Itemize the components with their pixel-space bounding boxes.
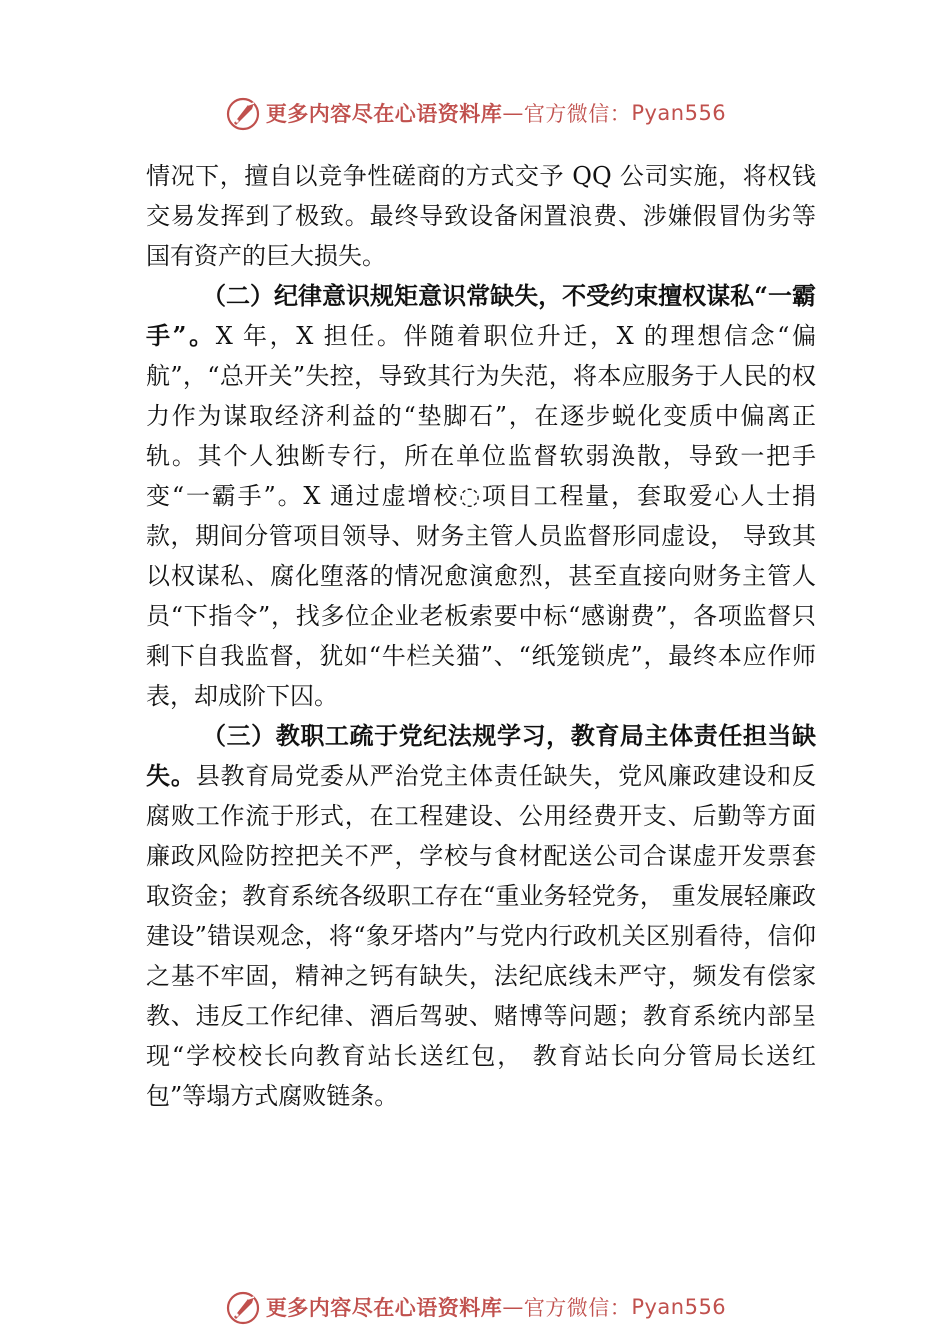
banner-separator: — xyxy=(502,1295,524,1319)
section-3-body: 县教育局党委从严治党主体责任缺失，党风廉政建设和反腐败工作流于形式，在工程建设、公用经费开支、后勤等方面廉政风险防控把关不严，学校与食材配送公司合谋虚开发票套取资金；教育系统各级职工存在“重业务轻党务， 重发展轻廉政建设”错误观念，将“象牙塔内”与党内行政机关区别看待，信仰之基不牢固，精神之钙有缺失，法纪底线未严守，频发有偿家教、违反工作纪律、酒后驾驶、赌博等问题；教育系统内部呈现“学校校长向教育站长送红包， 教育站长向分管局长送红包”等塌方式腐败链条。 xyxy=(146,762,817,1110)
section-2-heading: （二）纪律意识规矩意识常缺失，不受约束擅权谋私“一霸手”。 xyxy=(146,281,816,350)
banner-brand-text: 更多内容尽在心语资料库 xyxy=(265,1296,503,1320)
banner-separator: — xyxy=(502,101,524,125)
pen-nib-logo-icon xyxy=(224,1287,264,1327)
document-body xyxy=(146,156,816,1116)
section-3-heading: （三）教职工疏于党纪法规学习，教育局主体责任担当缺失。 xyxy=(146,721,816,790)
banner-official-label: 官方微信： xyxy=(523,102,632,126)
section-2-body: X 年，X 担任。伴随着职位升迁，X 的理想信念“偏航”，“总开关”失控，导致其行为失范，将本应服务于人民的权力作为谋取经济利益的“垫脚石”，在逐步蜕化变质中偏离正轨。其个人独断专行，所在单位监督软弱涣散，导致一把手变“一霸手”。X 通过虚增校◌项目工程量，套取爱心人士捐款，期间分管项目领导、财务主管人员监督形同虚设， 导致其以权谋私、腐化堕落的情况愈演愈烈，甚至直接向财务主管人员“下指令”，找多位企业老板索要中标“感谢费”，各项监督只剩下自我监督，犹如“牛栏关猫”、“纸笼锁虎”，最终本应作师表，却成阶下囚。 xyxy=(146,322,816,710)
banner-brand-text: 更多内容尽在心语资料库 xyxy=(265,102,503,126)
footer-watermark-banner xyxy=(0,1287,950,1327)
pen-nib-logo-icon xyxy=(224,93,264,133)
banner-wechat-handle: Pyan556 xyxy=(631,1295,727,1319)
header-watermark-banner xyxy=(0,93,950,133)
banner-wechat-handle: Pyan556 xyxy=(631,101,727,125)
paragraph-section-3 xyxy=(146,716,816,1116)
paragraph-section-2 xyxy=(146,276,816,716)
paragraph-continuation: 情况下，擅自以竞争性磋商的方式交予 QQ 公司实施，将权钱交易发挥到了极致。最终导致设备闲置浪费、涉嫌假冒伪劣等国有资产的巨大损失。 xyxy=(146,162,816,270)
banner-official-label: 官方微信： xyxy=(523,1296,632,1320)
